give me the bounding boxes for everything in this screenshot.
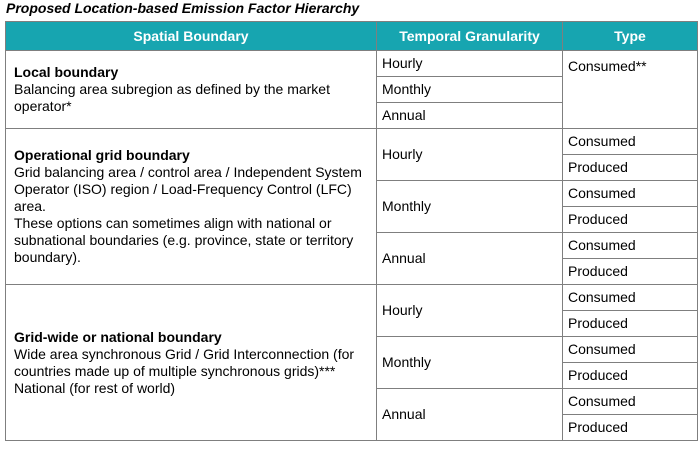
temporal-cell: Monthly: [377, 77, 563, 103]
header-row: [6, 22, 698, 51]
temporal-cell: Monthly: [377, 337, 563, 389]
temporal-cell: Annual: [377, 389, 563, 441]
type-cell: Consumed: [563, 285, 698, 311]
temporal-cell: Annual: [377, 103, 563, 129]
local-boundary-cell: [6, 51, 377, 129]
temporal-cell: Hourly: [377, 285, 563, 337]
type-cell: Consumed: [563, 181, 698, 207]
local-boundary-heading: Local boundary: [14, 64, 119, 80]
header-type: Type: [563, 22, 698, 51]
type-cell: Produced: [563, 311, 698, 337]
table-caption: Proposed Location-based Emission Factor Hierarchy: [6, 0, 360, 16]
operational-boundary-heading: Operational grid boundary: [14, 147, 190, 163]
table-row: [6, 285, 698, 311]
operational-boundary-cell: [6, 129, 377, 285]
type-cell: Consumed: [563, 129, 698, 155]
type-cell: Produced: [563, 259, 698, 285]
type-cell: Produced: [563, 207, 698, 233]
temporal-cell: Annual: [377, 233, 563, 285]
type-cell: Consumed: [563, 337, 698, 363]
gridwide-boundary-cell: [6, 285, 377, 441]
temporal-cell: Hourly: [377, 51, 563, 77]
header-temporal-granularity: Temporal Granularity: [377, 22, 563, 51]
gridwide-boundary-description: Wide area synchronous Grid / Grid Interconnection (for countries made up of multiple synchronous grids)***: [14, 345, 355, 379]
operational-boundary-description: Grid balancing area / control area / Independent System Operator (ISO) region / Load-Frequency Control (LFC) area.: [14, 164, 362, 214]
temporal-cell: Monthly: [377, 181, 563, 233]
temporal-cell: Hourly: [377, 129, 563, 181]
table-row: [6, 129, 698, 155]
table-row: [6, 51, 698, 77]
type-cell: Consumed: [563, 233, 698, 259]
type-cell: Produced: [563, 155, 698, 181]
operational-boundary-note: These options can sometimes align with national or subnational boundaries (e.g. province, state or territory boundary).: [14, 215, 354, 265]
type-cell: Consumed: [563, 389, 698, 415]
gridwide-boundary-heading: Grid-wide or national boundary: [14, 328, 222, 345]
local-boundary-description: Balancing area subregion as defined by the market operator*: [14, 81, 330, 114]
type-cell: Produced: [563, 415, 698, 441]
header-spatial-boundary: Spatial Boundary: [6, 22, 377, 51]
emission-factor-table: [5, 21, 698, 441]
gridwide-boundary-note: National (for rest of world): [14, 379, 176, 396]
type-cell: Produced: [563, 363, 698, 389]
type-cell: Consumed**: [563, 51, 698, 129]
